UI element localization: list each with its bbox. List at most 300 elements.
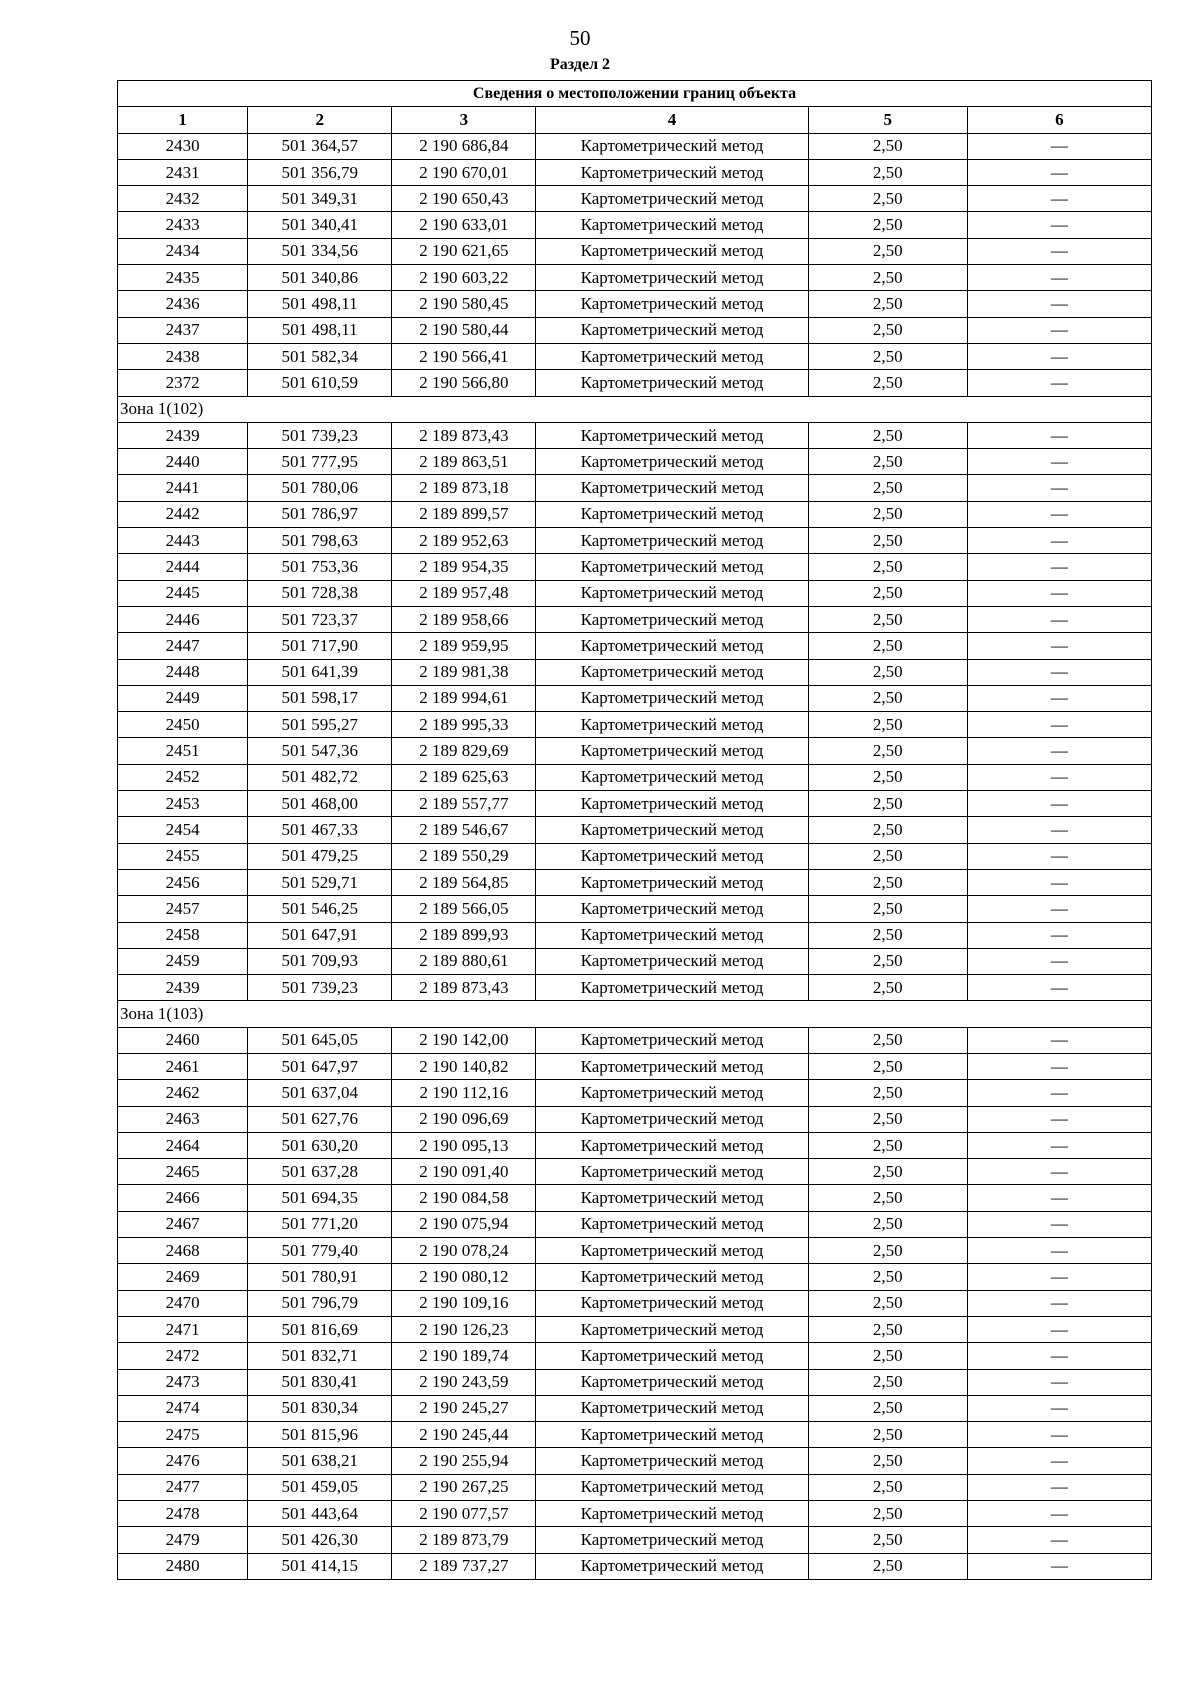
- method-cell: Картометрический метод: [536, 133, 808, 159]
- table-row: [118, 948, 1152, 974]
- note-cell: —: [967, 1474, 1151, 1500]
- accuracy-cell: 2,50: [808, 449, 967, 475]
- method-cell: Картометрический метод: [536, 238, 808, 264]
- table-row: [118, 659, 1152, 685]
- x-coordinate-cell: 501 598,17: [248, 685, 392, 711]
- accuracy-cell: 2,50: [808, 580, 967, 606]
- method-cell: Картометрический метод: [536, 1264, 808, 1290]
- note-cell: —: [967, 1448, 1151, 1474]
- method-cell: Картометрический метод: [536, 343, 808, 369]
- x-coordinate-cell: 501 356,79: [248, 159, 392, 185]
- note-cell: —: [967, 948, 1151, 974]
- point-number-cell: 2473: [118, 1369, 248, 1395]
- x-coordinate-cell: 501 468,00: [248, 791, 392, 817]
- method-cell: Картометрический метод: [536, 1316, 808, 1342]
- table-row: [118, 922, 1152, 948]
- note-cell: —: [967, 1395, 1151, 1421]
- table-row: [118, 1106, 1152, 1132]
- note-cell: —: [967, 606, 1151, 632]
- accuracy-cell: 2,50: [808, 1474, 967, 1500]
- method-cell: Картометрический метод: [536, 1027, 808, 1053]
- accuracy-cell: 2,50: [808, 554, 967, 580]
- y-coordinate-cell: 2 190 566,80: [392, 370, 536, 396]
- y-coordinate-cell: 2 190 621,65: [392, 238, 536, 264]
- method-cell: Картометрический метод: [536, 159, 808, 185]
- column-number-header: 6: [967, 107, 1151, 133]
- method-cell: Картометрический метод: [536, 738, 808, 764]
- table-header: [118, 81, 1152, 134]
- table-row: [118, 1132, 1152, 1158]
- point-number-cell: 2444: [118, 554, 248, 580]
- accuracy-cell: 2,50: [808, 1395, 967, 1421]
- table-row: [118, 475, 1152, 501]
- x-coordinate-cell: 501 595,27: [248, 712, 392, 738]
- accuracy-cell: 2,50: [808, 475, 967, 501]
- x-coordinate-cell: 501 798,63: [248, 528, 392, 554]
- x-coordinate-cell: 501 816,69: [248, 1316, 392, 1342]
- x-coordinate-cell: 501 771,20: [248, 1211, 392, 1237]
- note-cell: —: [967, 1553, 1151, 1579]
- x-coordinate-cell: 501 482,72: [248, 764, 392, 790]
- y-coordinate-cell: 2 190 140,82: [392, 1053, 536, 1079]
- table-row: [118, 317, 1152, 343]
- x-coordinate-cell: 501 779,40: [248, 1238, 392, 1264]
- table-row: [118, 685, 1152, 711]
- method-cell: Картометрический метод: [536, 1132, 808, 1158]
- point-number-cell: 2435: [118, 265, 248, 291]
- accuracy-cell: 2,50: [808, 922, 967, 948]
- y-coordinate-cell: 2 190 095,13: [392, 1132, 536, 1158]
- x-coordinate-cell: 501 582,34: [248, 343, 392, 369]
- point-number-cell: 2466: [118, 1185, 248, 1211]
- x-coordinate-cell: 501 467,33: [248, 817, 392, 843]
- method-cell: Картометрический метод: [536, 1527, 808, 1553]
- point-number-cell: 2436: [118, 291, 248, 317]
- y-coordinate-cell: 2 190 078,24: [392, 1238, 536, 1264]
- y-coordinate-cell: 2 190 189,74: [392, 1343, 536, 1369]
- y-coordinate-cell: 2 189 550,29: [392, 843, 536, 869]
- note-cell: —: [967, 975, 1151, 1001]
- x-coordinate-cell: 501 739,23: [248, 975, 392, 1001]
- table-row: [118, 606, 1152, 632]
- accuracy-cell: 2,50: [808, 1053, 967, 1079]
- y-coordinate-cell: 2 190 686,84: [392, 133, 536, 159]
- note-cell: —: [967, 159, 1151, 185]
- y-coordinate-cell: 2 189 863,51: [392, 449, 536, 475]
- point-number-cell: 2476: [118, 1448, 248, 1474]
- note-cell: —: [967, 1422, 1151, 1448]
- accuracy-cell: 2,50: [808, 1106, 967, 1132]
- x-coordinate-cell: 501 638,21: [248, 1448, 392, 1474]
- accuracy-cell: 2,50: [808, 1422, 967, 1448]
- y-coordinate-cell: 2 189 880,61: [392, 948, 536, 974]
- x-coordinate-cell: 501 546,25: [248, 896, 392, 922]
- table-row: [118, 1211, 1152, 1237]
- method-cell: Картометрический метод: [536, 370, 808, 396]
- method-cell: Картометрический метод: [536, 922, 808, 948]
- table-row: [118, 896, 1152, 922]
- boundary-table-container: [117, 80, 1152, 1580]
- table-row: [118, 1422, 1152, 1448]
- note-cell: —: [967, 265, 1151, 291]
- y-coordinate-cell: 2 189 829,69: [392, 738, 536, 764]
- page-number: 50: [569, 26, 591, 50]
- method-cell: Картометрический метод: [536, 712, 808, 738]
- point-number-cell: 2432: [118, 186, 248, 212]
- point-number-cell: 2463: [118, 1106, 248, 1132]
- y-coordinate-cell: 2 189 959,95: [392, 633, 536, 659]
- method-cell: Картометрический метод: [536, 1185, 808, 1211]
- accuracy-cell: 2,50: [808, 712, 967, 738]
- table-row: [118, 265, 1152, 291]
- method-cell: Картометрический метод: [536, 1106, 808, 1132]
- method-cell: Картометрический метод: [536, 422, 808, 448]
- accuracy-cell: 2,50: [808, 764, 967, 790]
- table-row: [118, 1185, 1152, 1211]
- point-number-cell: 2442: [118, 501, 248, 527]
- note-cell: —: [967, 528, 1151, 554]
- y-coordinate-cell: 2 189 566,05: [392, 896, 536, 922]
- accuracy-cell: 2,50: [808, 1290, 967, 1316]
- method-cell: Картометрический метод: [536, 1159, 808, 1185]
- accuracy-cell: 2,50: [808, 1501, 967, 1527]
- x-coordinate-cell: 501 340,86: [248, 265, 392, 291]
- point-number-cell: 2477: [118, 1474, 248, 1500]
- accuracy-cell: 2,50: [808, 817, 967, 843]
- table-row: [118, 869, 1152, 895]
- accuracy-cell: 2,50: [808, 212, 967, 238]
- y-coordinate-cell: 2 189 546,67: [392, 817, 536, 843]
- table-row: [118, 238, 1152, 264]
- y-coordinate-cell: 2 190 633,01: [392, 212, 536, 238]
- x-coordinate-cell: 501 694,35: [248, 1185, 392, 1211]
- point-number-cell: 2437: [118, 317, 248, 343]
- zone-label: Зона 1(103): [118, 1001, 1152, 1027]
- accuracy-cell: 2,50: [808, 1238, 967, 1264]
- note-cell: —: [967, 843, 1151, 869]
- method-cell: Картометрический метод: [536, 948, 808, 974]
- note-cell: —: [967, 1027, 1151, 1053]
- table-row: [118, 554, 1152, 580]
- method-cell: Картометрический метод: [536, 843, 808, 869]
- point-number-cell: 2471: [118, 1316, 248, 1342]
- note-cell: —: [967, 1501, 1151, 1527]
- method-cell: Картометрический метод: [536, 896, 808, 922]
- x-coordinate-cell: 501 645,05: [248, 1027, 392, 1053]
- point-number-cell: 2441: [118, 475, 248, 501]
- note-cell: —: [967, 1159, 1151, 1185]
- accuracy-cell: 2,50: [808, 1369, 967, 1395]
- y-coordinate-cell: 2 190 245,44: [392, 1422, 536, 1448]
- y-coordinate-cell: 2 189 957,48: [392, 580, 536, 606]
- note-cell: —: [967, 554, 1151, 580]
- y-coordinate-cell: 2 189 952,63: [392, 528, 536, 554]
- table-row: [118, 449, 1152, 475]
- accuracy-cell: 2,50: [808, 1185, 967, 1211]
- table-row: [118, 843, 1152, 869]
- table-row: [118, 186, 1152, 212]
- method-cell: Картометрический метод: [536, 975, 808, 1001]
- accuracy-cell: 2,50: [808, 843, 967, 869]
- method-cell: Картометрический метод: [536, 1448, 808, 1474]
- x-coordinate-cell: 501 832,71: [248, 1343, 392, 1369]
- table-row: [118, 1474, 1152, 1500]
- accuracy-cell: 2,50: [808, 528, 967, 554]
- accuracy-cell: 2,50: [808, 501, 967, 527]
- y-coordinate-cell: 2 189 995,33: [392, 712, 536, 738]
- y-coordinate-cell: 2 189 873,43: [392, 975, 536, 1001]
- accuracy-cell: 2,50: [808, 291, 967, 317]
- point-number-cell: 2450: [118, 712, 248, 738]
- y-coordinate-cell: 2 189 873,43: [392, 422, 536, 448]
- accuracy-cell: 2,50: [808, 133, 967, 159]
- note-cell: —: [967, 580, 1151, 606]
- y-coordinate-cell: 2 190 245,27: [392, 1395, 536, 1421]
- method-cell: Картометрический метод: [536, 791, 808, 817]
- y-coordinate-cell: 2 190 580,44: [392, 317, 536, 343]
- x-coordinate-cell: 501 830,34: [248, 1395, 392, 1421]
- note-cell: —: [967, 1132, 1151, 1158]
- x-coordinate-cell: 501 426,30: [248, 1527, 392, 1553]
- method-cell: Картометрический метод: [536, 186, 808, 212]
- x-coordinate-cell: 501 723,37: [248, 606, 392, 632]
- accuracy-cell: 2,50: [808, 1343, 967, 1369]
- x-coordinate-cell: 501 498,11: [248, 291, 392, 317]
- method-cell: Картометрический метод: [536, 817, 808, 843]
- note-cell: —: [967, 817, 1151, 843]
- accuracy-cell: 2,50: [808, 1264, 967, 1290]
- accuracy-cell: 2,50: [808, 659, 967, 685]
- point-number-cell: 2439: [118, 975, 248, 1001]
- note-cell: —: [967, 1290, 1151, 1316]
- table-row: [118, 1238, 1152, 1264]
- note-cell: —: [967, 475, 1151, 501]
- note-cell: —: [967, 1527, 1151, 1553]
- table-row: [118, 159, 1152, 185]
- note-cell: —: [967, 869, 1151, 895]
- x-coordinate-cell: 501 414,15: [248, 1553, 392, 1579]
- accuracy-cell: 2,50: [808, 1159, 967, 1185]
- column-number-row: [118, 107, 1152, 133]
- table-row: [118, 1527, 1152, 1553]
- point-number-cell: 2372: [118, 370, 248, 396]
- y-coordinate-cell: 2 190 650,43: [392, 186, 536, 212]
- note-cell: —: [967, 764, 1151, 790]
- table-row: [118, 975, 1152, 1001]
- x-coordinate-cell: 501 637,28: [248, 1159, 392, 1185]
- method-cell: Картометрический метод: [536, 1422, 808, 1448]
- table-row: [118, 1053, 1152, 1079]
- note-cell: —: [967, 1316, 1151, 1342]
- y-coordinate-cell: 2 189 958,66: [392, 606, 536, 632]
- method-cell: Картометрический метод: [536, 1474, 808, 1500]
- x-coordinate-cell: 501 647,91: [248, 922, 392, 948]
- method-cell: Картометрический метод: [536, 580, 808, 606]
- accuracy-cell: 2,50: [808, 606, 967, 632]
- table-row: [118, 633, 1152, 659]
- method-cell: Картометрический метод: [536, 449, 808, 475]
- method-cell: Картометрический метод: [536, 764, 808, 790]
- table-row: [118, 422, 1152, 448]
- note-cell: —: [967, 212, 1151, 238]
- point-number-cell: 2460: [118, 1027, 248, 1053]
- accuracy-cell: 2,50: [808, 1211, 967, 1237]
- method-cell: Картометрический метод: [536, 1211, 808, 1237]
- accuracy-cell: 2,50: [808, 343, 967, 369]
- point-number-cell: 2452: [118, 764, 248, 790]
- accuracy-cell: 2,50: [808, 317, 967, 343]
- method-cell: Картометрический метод: [536, 685, 808, 711]
- method-cell: Картометрический метод: [536, 1053, 808, 1079]
- table-row: [118, 291, 1152, 317]
- x-coordinate-cell: 501 627,76: [248, 1106, 392, 1132]
- point-number-cell: 2431: [118, 159, 248, 185]
- point-number-cell: 2456: [118, 869, 248, 895]
- table-row: [118, 1027, 1152, 1053]
- method-cell: Картометрический метод: [536, 1080, 808, 1106]
- y-coordinate-cell: 2 190 084,58: [392, 1185, 536, 1211]
- y-coordinate-cell: 2 190 075,94: [392, 1211, 536, 1237]
- table-row: [118, 212, 1152, 238]
- note-cell: —: [967, 633, 1151, 659]
- accuracy-cell: 2,50: [808, 1553, 967, 1579]
- point-number-cell: 2475: [118, 1422, 248, 1448]
- x-coordinate-cell: 501 739,23: [248, 422, 392, 448]
- point-number-cell: 2474: [118, 1395, 248, 1421]
- table-row: [118, 1501, 1152, 1527]
- table-row: [118, 1448, 1152, 1474]
- y-coordinate-cell: 2 190 080,12: [392, 1264, 536, 1290]
- point-number-cell: 2469: [118, 1264, 248, 1290]
- point-number-cell: 2459: [118, 948, 248, 974]
- x-coordinate-cell: 501 777,95: [248, 449, 392, 475]
- point-number-cell: 2445: [118, 580, 248, 606]
- method-cell: Картометрический метод: [536, 1343, 808, 1369]
- table-row: [118, 133, 1152, 159]
- x-coordinate-cell: 501 728,38: [248, 580, 392, 606]
- note-cell: —: [967, 738, 1151, 764]
- table-row: [118, 501, 1152, 527]
- note-cell: —: [967, 896, 1151, 922]
- x-coordinate-cell: 501 340,41: [248, 212, 392, 238]
- accuracy-cell: 2,50: [808, 370, 967, 396]
- x-coordinate-cell: 501 443,64: [248, 1501, 392, 1527]
- x-coordinate-cell: 501 753,36: [248, 554, 392, 580]
- accuracy-cell: 2,50: [808, 238, 967, 264]
- table-row: [118, 1316, 1152, 1342]
- point-number-cell: 2453: [118, 791, 248, 817]
- x-coordinate-cell: 501 349,31: [248, 186, 392, 212]
- method-cell: Картометрический метод: [536, 501, 808, 527]
- point-number-cell: 2446: [118, 606, 248, 632]
- x-coordinate-cell: 501 459,05: [248, 1474, 392, 1500]
- note-cell: —: [967, 659, 1151, 685]
- x-coordinate-cell: 501 796,79: [248, 1290, 392, 1316]
- table-row: [118, 370, 1152, 396]
- point-number-cell: 2454: [118, 817, 248, 843]
- note-cell: —: [967, 317, 1151, 343]
- y-coordinate-cell: 2 190 603,22: [392, 265, 536, 291]
- y-coordinate-cell: 2 190 096,69: [392, 1106, 536, 1132]
- note-cell: —: [967, 1080, 1151, 1106]
- table-row: [118, 1080, 1152, 1106]
- method-cell: Картометрический метод: [536, 1369, 808, 1395]
- table-row: [118, 1159, 1152, 1185]
- method-cell: Картометрический метод: [536, 212, 808, 238]
- accuracy-cell: 2,50: [808, 1132, 967, 1158]
- y-coordinate-cell: 2 190 091,40: [392, 1159, 536, 1185]
- table-row: [118, 1369, 1152, 1395]
- note-cell: —: [967, 291, 1151, 317]
- note-cell: —: [967, 343, 1151, 369]
- note-cell: —: [967, 238, 1151, 264]
- y-coordinate-cell: 2 189 557,77: [392, 791, 536, 817]
- table-row: [118, 738, 1152, 764]
- note-cell: —: [967, 685, 1151, 711]
- x-coordinate-cell: 501 717,90: [248, 633, 392, 659]
- point-number-cell: 2462: [118, 1080, 248, 1106]
- note-cell: —: [967, 1369, 1151, 1395]
- section-title: Раздел 2: [549, 56, 611, 73]
- table-row: [118, 1553, 1152, 1579]
- note-cell: —: [967, 186, 1151, 212]
- note-cell: —: [967, 501, 1151, 527]
- column-number-header: 5: [808, 107, 967, 133]
- point-number-cell: 2468: [118, 1238, 248, 1264]
- y-coordinate-cell: 2 189 737,27: [392, 1553, 536, 1579]
- accuracy-cell: 2,50: [808, 869, 967, 895]
- point-number-cell: 2470: [118, 1290, 248, 1316]
- table-row: [118, 580, 1152, 606]
- zone-row: [118, 1001, 1152, 1027]
- y-coordinate-cell: 2 189 873,18: [392, 475, 536, 501]
- accuracy-cell: 2,50: [808, 685, 967, 711]
- y-coordinate-cell: 2 190 670,01: [392, 159, 536, 185]
- y-coordinate-cell: 2 189 899,57: [392, 501, 536, 527]
- method-cell: Картометрический метод: [536, 317, 808, 343]
- method-cell: Картометрический метод: [536, 554, 808, 580]
- point-number-cell: 2430: [118, 133, 248, 159]
- note-cell: —: [967, 1343, 1151, 1369]
- table-row: [118, 1395, 1152, 1421]
- point-number-cell: 2434: [118, 238, 248, 264]
- note-cell: —: [967, 1264, 1151, 1290]
- column-number-header: 4: [536, 107, 808, 133]
- method-cell: Картометрический метод: [536, 869, 808, 895]
- accuracy-cell: 2,50: [808, 791, 967, 817]
- y-coordinate-cell: 2 190 580,45: [392, 291, 536, 317]
- point-number-cell: 2448: [118, 659, 248, 685]
- point-number-cell: 2478: [118, 1501, 248, 1527]
- accuracy-cell: 2,50: [808, 422, 967, 448]
- point-number-cell: 2464: [118, 1132, 248, 1158]
- method-cell: Картометрический метод: [536, 606, 808, 632]
- table-row: [118, 1343, 1152, 1369]
- accuracy-cell: 2,50: [808, 159, 967, 185]
- table-caption: Сведения о местоположении границ объекта: [118, 81, 1152, 107]
- point-number-cell: 2465: [118, 1159, 248, 1185]
- point-number-cell: 2458: [118, 922, 248, 948]
- method-cell: Картометрический метод: [536, 1238, 808, 1264]
- method-cell: Картометрический метод: [536, 1290, 808, 1316]
- accuracy-cell: 2,50: [808, 265, 967, 291]
- zone-label: Зона 1(102): [118, 396, 1152, 422]
- method-cell: Картометрический метод: [536, 265, 808, 291]
- y-coordinate-cell: 2 190 112,16: [392, 1080, 536, 1106]
- method-cell: Картометрический метод: [536, 1395, 808, 1421]
- accuracy-cell: 2,50: [808, 948, 967, 974]
- x-coordinate-cell: 501 647,97: [248, 1053, 392, 1079]
